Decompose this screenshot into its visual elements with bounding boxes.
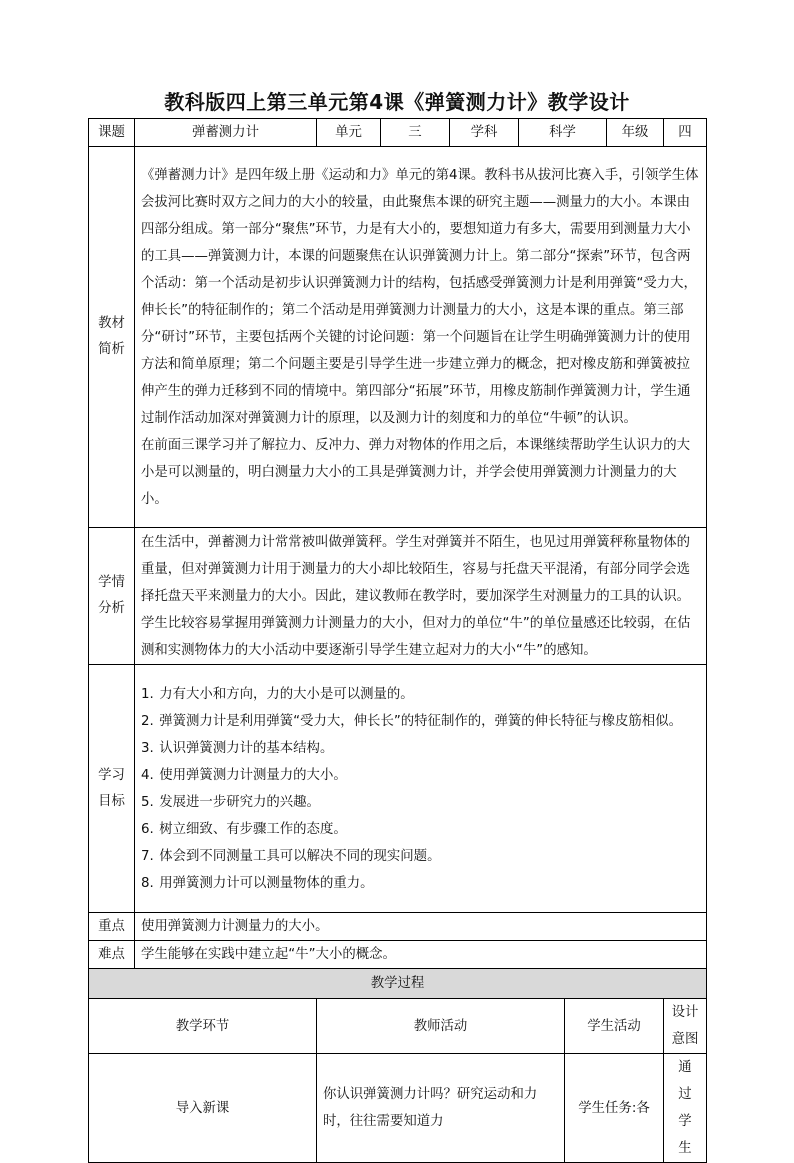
objective-item: 8. 用弹簧测力计可以测量物体的重力。 xyxy=(141,875,374,891)
student-analysis-label-line1: 学情 xyxy=(98,575,125,590)
grade-value: 四 xyxy=(664,119,707,147)
objectives-label-line1: 学习 xyxy=(98,767,125,783)
difficulty-row xyxy=(89,941,707,969)
objectives-content xyxy=(135,665,707,913)
key-point-row xyxy=(89,913,707,941)
unit-label: 单元 xyxy=(317,119,381,147)
objective-item: 3. 认识弹簧测力计的基本结构。 xyxy=(141,740,334,756)
objectives-label-line2: 目标 xyxy=(98,793,125,809)
col-design-header: 设计意图 xyxy=(664,999,707,1054)
document-title: 教科版四上第三单元第4课《弹簧测力计》教学设计 xyxy=(164,90,630,114)
header-row xyxy=(89,119,707,147)
process-header-row xyxy=(89,969,707,999)
student-analysis-label xyxy=(89,528,135,665)
difficulty-content: 学生能够在实践中建立起“牛”大小的概念。 xyxy=(135,941,707,969)
objective-item: 6. 树立细致、有步骤工作的态度。 xyxy=(141,821,347,837)
objectives-row xyxy=(89,665,707,913)
col-teacher-header: 教师活动 xyxy=(317,999,565,1054)
process-columns-row xyxy=(89,999,707,1054)
objective-item: 2. 弹簧测力计是利用弹簧“受力大，伸长长”的特征制作的，弹簧的伸长特征与橡皮筋相似。 xyxy=(141,713,682,729)
objective-item: 5. 发展进一步研究力的兴趣。 xyxy=(141,794,320,810)
topic-value: 弹蓄测力计 xyxy=(135,119,317,147)
topic-label: 课题 xyxy=(89,119,135,147)
material-analysis-para2: 在前面三课学习并了解拉力、反冲力、弹力对物体的作用之后，本课继续帮助学生认识力的大小是可以测量的，明白测量力大小的工具是弹簧测力计，并学会使用弹簧测力计测量力的大小。 xyxy=(141,437,691,507)
col-student-header: 学生活动 xyxy=(565,999,664,1054)
key-point-content: 使用弹簧测力计测量力的大小。 xyxy=(135,913,707,941)
key-point-label: 重点 xyxy=(89,913,135,941)
process-row-1 xyxy=(89,1054,707,1163)
row1-stage: 导入新课 xyxy=(89,1054,317,1163)
objective-item: 1. 力有大小和方向，力的大小是可以测量的。 xyxy=(141,686,414,702)
subject-value: 科学 xyxy=(519,119,607,147)
material-analysis-label xyxy=(89,147,135,528)
material-analysis-label-line1: 教材 xyxy=(98,316,125,331)
lesson-plan-table xyxy=(88,118,707,1163)
student-analysis-row xyxy=(89,528,707,665)
student-analysis-content: 在生活中，弹蓄测力计常常被叫做弹簧秤。学生对弹簧并不陌生，也见过用弹簧秤称量物体的重量，但对弹簧测力计用于测量力的大小却比较陌生，容易与托盘天平混淆，有部分同学会选择托盘天平来测量力的大小。因此，建议教师在教学时，要加深学生对测量力的工具的认识。学生比较容易掌握用弹簧测力计测量力的大小，但对力的单位“牛”的单位量感还比较弱，在估测和实测物体力的大小活动中要逐渐引导学生建立起对力的大小“牛”的感知。 xyxy=(135,528,707,665)
objective-item: 7. 体会到不同测量工具可以解决不同的现实问题。 xyxy=(141,848,441,864)
material-analysis-content xyxy=(135,147,707,528)
material-analysis-para1: 《弹蓄测力计》是四年级上册《运动和力》单元的第4课。教科书从拔河比赛入手，引领学生体会拔河比赛时双方之间力的大小的较量，由此聚焦本课的研究主题——测量力的大小。本课由四部分组成。第一部分“聚焦”环节，力是有大小的，要想知道力有多大，需要用到测量力大小的工具——弹簧测力计，本课的问题聚焦在认识弹簧测力计上。第二部分“探索”环节，包含两个活动：第一个活动是初步认识弹簧测力计的结构，包括感受弹簧测力计是利用弹簧“受力大，伸长长”的特征制作的；第二个活动是用弹簧测力计测量力的大小，这是本课的重点。第三部分“研讨”环节，主要包括两个关键的讨论问题：第一个问题旨在让学生明确弹簧测力计的使用方法和简单原理；第二个问题主要是引导学生进一步建立弹力的概念，把对橡皮筋和弹簧被拉伸产生的弹力迁移到不同的情境中。第四部分“拓展”环节，用橡皮筋制作弹簧测力计，学生通过制作活动加深对弹簧测力计的原理，以及测力计的刻度和力的单位“牛顿”的认识。 xyxy=(141,167,699,426)
objective-item: 4. 使用弹簧测力计测量力的大小。 xyxy=(141,767,347,783)
student-analysis-label-line2: 分析 xyxy=(98,601,125,616)
difficulty-label: 难点 xyxy=(89,941,135,969)
col-stage-header: 教学环节 xyxy=(89,999,317,1054)
subject-label: 学科 xyxy=(450,119,519,147)
process-header: 教学过程 xyxy=(89,969,707,999)
row1-student: 学生任务:各 xyxy=(565,1054,664,1163)
unit-value: 三 xyxy=(381,119,450,147)
objectives-list xyxy=(141,681,700,897)
material-analysis-row xyxy=(89,147,707,528)
grade-label: 年级 xyxy=(607,119,664,147)
objectives-label xyxy=(89,665,135,913)
row1-teacher: 你认识弹簧测力计吗？研究运动和力时，往往需要知道力 xyxy=(317,1054,565,1163)
material-analysis-label-line2: 简析 xyxy=(98,342,125,357)
row1-design: 通 过 学 生 xyxy=(664,1054,707,1163)
